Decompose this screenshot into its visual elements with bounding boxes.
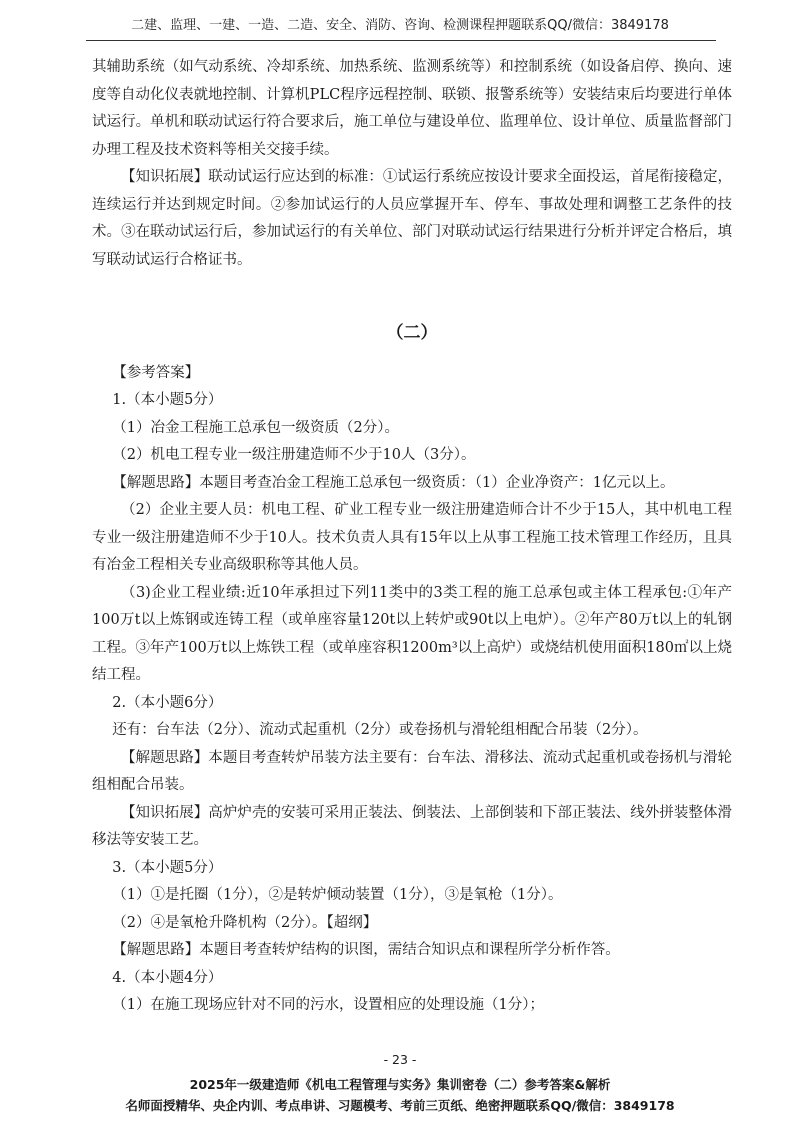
solution-idea-3: 【解题思路】本题目考查转炉结构的识图，需结合知识点和课程所学分析作答。 xyxy=(112,942,620,958)
answer-2: 还有：台车法（2分）、流动式起重机（2分）或卷扬机与滑轮组相配合吊装（2分）。 xyxy=(112,722,648,738)
header-divider xyxy=(86,40,716,41)
footer-advertisement: 名师面授精华、央企内训、考点串讲、习题模考、考前三页纸、绝密押题联系QQ/微信：3849178 xyxy=(125,1098,675,1113)
question-2-heading: 2.（本小题6分） xyxy=(112,694,223,711)
solution-1-personnel: （2）企业主要人员：机电工程、矿业工程专业一级注册建造师合计不少于15人，其中机电工程专业一级注册建造师不少于10人。技术负责人具有15年以上从事工程施工技术管理工作经历，且具有冶金工程相关专业高级职称等其他人员。 xyxy=(92,502,732,573)
solution-idea-2: 【解题思路】本题目考查转炉吊装方法主要有：台车法、滑移法、流动式起重机或卷扬机与滑轮组相配合吊装。 xyxy=(92,749,732,793)
solution-1-performance: （3)企业工程业绩:近10年承担过下列11类中的3类工程的施工总承包或主体工程承包:①年产100万t以上炼钢或连铸工程（或单座容量120t以上转炉或90t以上电炉）。②年产80万t以上的轧钢工程。③年产100万t以上炼铁工程（或单座容积1200m³以上高炉）或烧结机使用面积180㎡以上烧结工程。 xyxy=(92,584,732,683)
question-3-heading: 3.（本小题5分） xyxy=(112,859,223,876)
paragraph-knowledge-extension: 【知识拓展】联动试运行应达到的标准：①试运行系统应按设计要求全面投运，首尾衔接稳定，连续运行并达到规定时间。②参加试运行的人员应掌握开车、停车、事故处理和调整工艺条件的技术。③在联动试运行后，参加试运行的有关单位、部门对联动试运行结果进行分析并评定合格后，填写联动试运行合格证书。 xyxy=(92,169,732,268)
question-4-heading: 4.（本小题4分） xyxy=(112,969,223,986)
document-body xyxy=(92,54,732,1020)
answer-1-1: （1）冶金工程施工总承包一级资质（2分）。 xyxy=(112,419,399,436)
answer-3-2: （2）④是氧枪升降机构（2分）。【超纲】 xyxy=(112,914,378,931)
footer-document-title: 2025年一级建造师《机电工程管理与实务》集训密卷（二）参考答案&解析 xyxy=(189,1077,611,1092)
paragraph-trial-run: 其辅助系统（如气动系统、冷却系统、加热系统、监测系统等）和控制系统（如设备启停、换向、速度等自动化仪表就地控制、计算机PLC程序远程控制、联锁、报警系统等）安装结束后均要进行单体试运行。单机和联动试运行符合要求后，施工单位与建设单位、监理单位、设计单位、质量监督部门办理工程及技术资料等相关交接手续。 xyxy=(92,59,732,158)
solution-idea-1: 【解题思路】本题目考查冶金工程施工总承包一级资质：（1）企业净资产：1亿元以上。 xyxy=(112,474,675,491)
reference-answer-label: 【参考答案】 xyxy=(112,364,200,381)
answer-4-1: （1）在施工现场应针对不同的污水，设置相应的处理设施（1分）； xyxy=(112,997,544,1013)
section-title-two: （二） xyxy=(386,323,438,343)
page-number: - 23 - xyxy=(383,1052,417,1067)
question-1-heading: 1.（本小题5分） xyxy=(112,392,223,408)
answer-1-2: （2）机电工程专业一级注册建造师不少于10人（3分）。 xyxy=(112,447,476,463)
page-header: 二建、监理、一建、一造、二造、安全、消防、咨询、检测课程押题联系QQ/微信：3849178 xyxy=(131,18,669,33)
answer-3-1: （1）①是托圈（1分），②是转炉倾动装置（1分），③是氧枪（1分）。 xyxy=(112,887,563,903)
knowledge-extension-2: 【知识拓展】高炉炉壳的安装可采用正装法、倒装法、上部倒装和下部正装法、线外拼装整体滑移法等安装工艺。 xyxy=(92,804,732,848)
